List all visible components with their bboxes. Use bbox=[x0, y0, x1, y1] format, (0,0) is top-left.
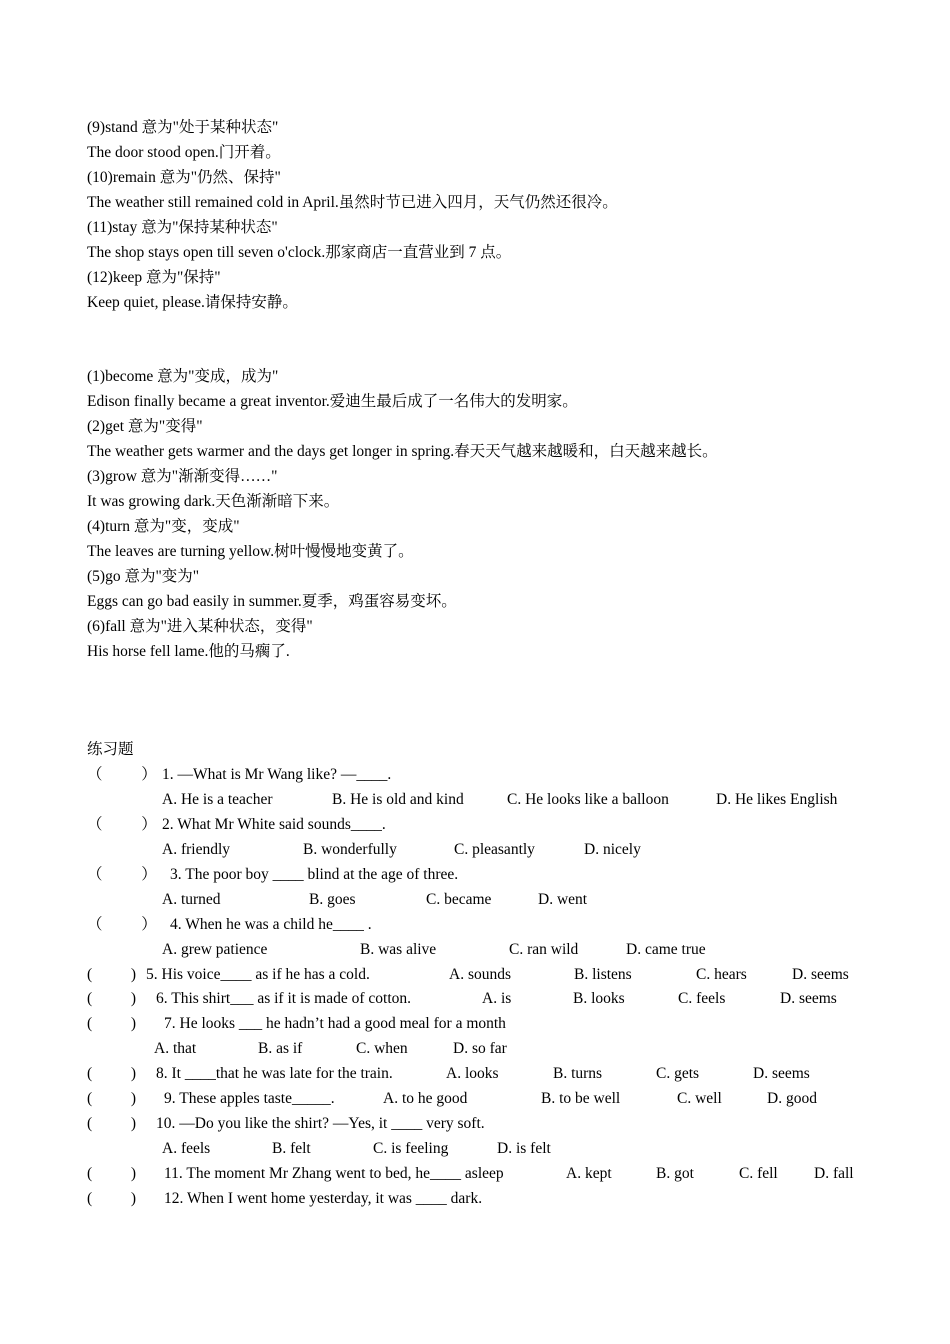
option: B. got bbox=[656, 1165, 694, 1182]
option: D. went bbox=[538, 891, 588, 908]
answer-bracket[interactable]: （ ） bbox=[87, 866, 157, 883]
question-text: 12. When I went home yesterday, it was ____ dark. bbox=[164, 1190, 483, 1207]
option: C. ran wild bbox=[509, 941, 579, 958]
option: D. seems bbox=[753, 1065, 810, 1082]
answer-bracket[interactable]: ( ) bbox=[87, 990, 137, 1007]
option: C. became bbox=[426, 891, 492, 908]
question-text: 1. —What is Mr Wang like? —____. bbox=[162, 766, 392, 783]
answer-bracket[interactable]: ( ) bbox=[87, 1165, 137, 1182]
option: D. seems bbox=[792, 966, 849, 983]
option: D. nicely bbox=[584, 841, 641, 858]
text-line: (11)stay 意为"保持某种状态" bbox=[87, 219, 278, 236]
question-text: 2. What Mr White said sounds____. bbox=[162, 816, 386, 833]
text-line: (10)remain 意为"仍然、保持" bbox=[87, 169, 281, 186]
question-text: 5. His voice____ as if he has a cold. bbox=[146, 966, 370, 983]
option: A. that bbox=[154, 1040, 197, 1057]
text-line: Edison finally became a great inventor.爱迪生最后成了一名伟大的发明家。 bbox=[87, 393, 578, 410]
option: A. He is a teacher bbox=[162, 791, 273, 808]
option: A. feels bbox=[162, 1140, 211, 1157]
option: C. when bbox=[356, 1040, 408, 1057]
text-line: The weather still remained cold in April.虽然时节已进入四月，天气仍然还很冷。 bbox=[87, 194, 618, 211]
answer-bracket[interactable]: ( ) bbox=[87, 966, 137, 983]
question-text: 7. He looks ___ he hadn’t had a good meal for a month bbox=[164, 1015, 506, 1032]
question-text: 4. When he was a child he____ . bbox=[170, 916, 372, 933]
question-text: 9. These apples taste_____. bbox=[164, 1090, 335, 1107]
text-line: (2)get 意为"变得" bbox=[87, 418, 203, 435]
text-line: (9)stand 意为"处于某种状态" bbox=[87, 119, 279, 136]
option: C. pleasantly bbox=[454, 841, 535, 858]
option: C. gets bbox=[656, 1065, 700, 1082]
text-line: Eggs can go bad easily in summer.夏季，鸡蛋容易变坏。 bbox=[87, 593, 457, 610]
option: A. kept bbox=[566, 1165, 612, 1182]
answer-bracket[interactable]: （ ） bbox=[87, 766, 157, 783]
option: A. looks bbox=[446, 1065, 499, 1082]
question-text: 10. —Do you like the shirt? —Yes, it ____ very soft. bbox=[156, 1115, 485, 1132]
question-text: 6. This shirt___ as if it is made of cotton. bbox=[156, 990, 412, 1007]
text-line: The leaves are turning yellow.树叶慢慢地变黄了。 bbox=[87, 543, 414, 560]
option: B. listens bbox=[574, 966, 632, 983]
option: C. feels bbox=[678, 990, 726, 1007]
option: A. is bbox=[482, 990, 512, 1007]
option: C. hears bbox=[696, 966, 747, 983]
answer-bracket[interactable]: ( ) bbox=[87, 1090, 137, 1107]
text-line: Keep quiet, please.请保持安静。 bbox=[87, 294, 298, 311]
option: C. He looks like a balloon bbox=[507, 791, 669, 808]
question-text: 11. The moment Mr Zhang went to bed, he____ asleep bbox=[164, 1165, 504, 1182]
answer-bracket[interactable]: （ ） bbox=[87, 816, 157, 833]
option: A. turned bbox=[162, 891, 221, 908]
option: B. looks bbox=[573, 990, 625, 1007]
option: B. as if bbox=[258, 1040, 303, 1057]
answer-bracket[interactable]: ( ) bbox=[87, 1015, 137, 1032]
text-line: (6)fall 意为"进入某种状态，变得" bbox=[87, 618, 313, 635]
text-line: The door stood open.门开着。 bbox=[87, 144, 281, 161]
option: C. fell bbox=[739, 1165, 778, 1182]
option: A. friendly bbox=[162, 841, 231, 858]
option: B. was alive bbox=[360, 941, 437, 958]
option: B. turns bbox=[553, 1065, 603, 1082]
text-line: (3)grow 意为"渐渐变得……" bbox=[87, 468, 278, 485]
option: B. to be well bbox=[541, 1090, 621, 1107]
text-line: (4)turn 意为"变，变成" bbox=[87, 518, 240, 535]
question-text: 8. It ____that he was late for the train. bbox=[156, 1065, 393, 1082]
text-line: (1)become 意为"变成，成为" bbox=[87, 368, 279, 385]
option: A. to he good bbox=[383, 1090, 468, 1107]
question-text: 3. The poor boy ____ blind at the age of three. bbox=[170, 866, 459, 883]
option: D. seems bbox=[780, 990, 837, 1007]
text-line: His horse fell lame.他的马瘸了. bbox=[87, 643, 290, 660]
option: B. wonderfully bbox=[303, 841, 397, 858]
option: D. good bbox=[767, 1090, 817, 1107]
text-line: (12)keep 意为"保持" bbox=[87, 269, 221, 286]
answer-bracket[interactable]: ( ) bbox=[87, 1065, 137, 1082]
option: D. He likes English bbox=[716, 791, 838, 808]
answer-bracket[interactable]: （ ） bbox=[87, 916, 157, 933]
option: B. He is old and kind bbox=[332, 791, 464, 808]
option: D. came true bbox=[626, 941, 706, 958]
text-line: It was growing dark.天色渐渐暗下来。 bbox=[87, 493, 340, 510]
option: C. is feeling bbox=[373, 1140, 449, 1157]
text-line: The shop stays open till seven o'clock.那家商店一直营业到 7 点。 bbox=[87, 244, 512, 261]
option: B. felt bbox=[272, 1140, 311, 1157]
option: B. goes bbox=[309, 891, 356, 908]
option: D. so far bbox=[453, 1040, 507, 1057]
text-line: (5)go 意为"变为" bbox=[87, 568, 200, 585]
answer-bracket[interactable]: ( ) bbox=[87, 1115, 137, 1132]
option: A. sounds bbox=[449, 966, 512, 983]
text-line: The weather gets warmer and the days get longer in spring.春天天气越来越暖和，白天越来越长。 bbox=[87, 443, 718, 460]
option: A. grew patience bbox=[162, 941, 268, 958]
option: C. well bbox=[677, 1090, 722, 1107]
option: D. fall bbox=[814, 1165, 854, 1182]
option: D. is felt bbox=[497, 1140, 551, 1157]
answer-bracket[interactable]: ( ) bbox=[87, 1190, 137, 1207]
exercise-title: 练习题 bbox=[87, 741, 134, 758]
